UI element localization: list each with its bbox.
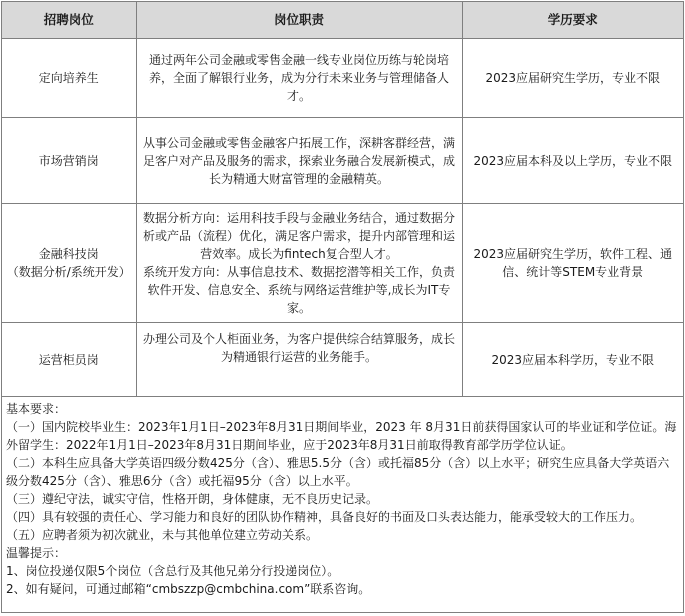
- position-name: 市场营销岗: [38, 153, 99, 168]
- duties-cell: [136, 204, 462, 323]
- table-row: [2, 204, 683, 323]
- requirement-item: （四）具有较强的责任心、学习能力和良好的团队协作精神，具备良好的书面及口头表达能力，能承受较大的工作压力。: [6, 510, 643, 524]
- recruitment-sheet: [1, 1, 684, 613]
- positions-table: [2, 2, 683, 397]
- duty-text-system-dev: 系统开发方向：从事信息技术、数据挖潜等相关工作，负责软件开发、信息安全、系统与网络运营维护等,成长为IT专家。: [142, 265, 455, 315]
- duties-cell: [136, 39, 462, 118]
- requirement-item: （一）国内院校毕业生：2023年1月1日–2023年8月31日期间毕业，2023 年 8月31日前获得国家认可的毕业证和学位证。海外留学生：2022年1月1日–2023年8月31日期间毕业，应于2023年8月31日前取得教育部学历学位认证。: [6, 420, 677, 452]
- tip-item: 2、如有疑问，可通过邮箱“cmbszzp@cmbchina.com”联系咨询。: [6, 582, 371, 596]
- requirement-item: （五）应聘者须为初次就业，未与其他单位建立劳动关系。: [6, 528, 319, 542]
- header-education: 学历要求: [462, 2, 683, 39]
- position-name: 运营柜员岗: [38, 352, 99, 367]
- duties-cell: [136, 323, 462, 397]
- requirement-item: （二）本科生应具备大学英语四级分数425分（含）、雅思5.5分（含）或托福85分（含）以上水平；研究生应具备大学英语六级分数425分（含）、雅思6分（含）或托福95分（含）以上水平。: [6, 456, 670, 488]
- duty-text: 从事公司金融或零售金融客户拓展工作，深耕客群经营，满足客户对产品及服务的需求，探索业务融合发展新模式，成长为精通大财富管理的金融精英。: [142, 135, 455, 186]
- position-name: 定向培养生: [38, 71, 99, 85]
- education-cell: 2023应届本科及以上学历，专业不限: [462, 118, 683, 204]
- duty-text: 办理公司及个人柜面业务，为客户提供综合结算服务，成长为精通银行运营的业务能手。: [142, 332, 455, 364]
- duty-text-data-analysis: 数据分析方向：运用科技手段与金融业务结合，通过数据分析或产品（流程）优化，满足客户需求，提升内部管理和运营效率。成长为fintech复合型人才。: [142, 211, 455, 261]
- education-cell: 2023应届研究生学历，专业不限: [462, 39, 683, 118]
- duty-text: 通过两年公司金融或零售金融一线专业岗位历练与轮岗培养，全面了解银行业务，成为分行未来业务与管理储备人才。: [148, 53, 449, 103]
- education-cell: 2023应届本科学历，专业不限: [462, 323, 683, 397]
- header-position: 招聘岗位: [2, 2, 136, 39]
- tip-item: 1、岗位投递仅限5个岗位（含总行及其他兄弟分行投递岗位）。: [6, 564, 340, 578]
- basic-requirements-title: 基本要求：: [6, 402, 67, 416]
- position-subtitle: （数据分析/系统开发）: [6, 265, 131, 279]
- tips-title: 温馨提示：: [6, 546, 67, 560]
- requirement-item: （三）遵纪守法，诚实守信，性格开朗，身体健康，无不良历史记录。: [6, 492, 379, 506]
- table-row: [2, 118, 683, 204]
- table-row: [2, 323, 683, 397]
- education-cell: 2023应届研究生学历，软件工程、通信、统计等STEM专业背景: [462, 204, 683, 323]
- header-duties: 岗位职责: [136, 2, 462, 39]
- position-cell: [2, 39, 136, 118]
- requirements-notes: [2, 397, 683, 598]
- table-header-row: [2, 2, 683, 39]
- position-cell: [2, 118, 136, 204]
- table-row: [2, 39, 683, 118]
- position-cell: [2, 204, 136, 323]
- position-name: 金融科技岗: [38, 247, 99, 261]
- duties-cell: [136, 118, 462, 204]
- position-cell: [2, 323, 136, 397]
